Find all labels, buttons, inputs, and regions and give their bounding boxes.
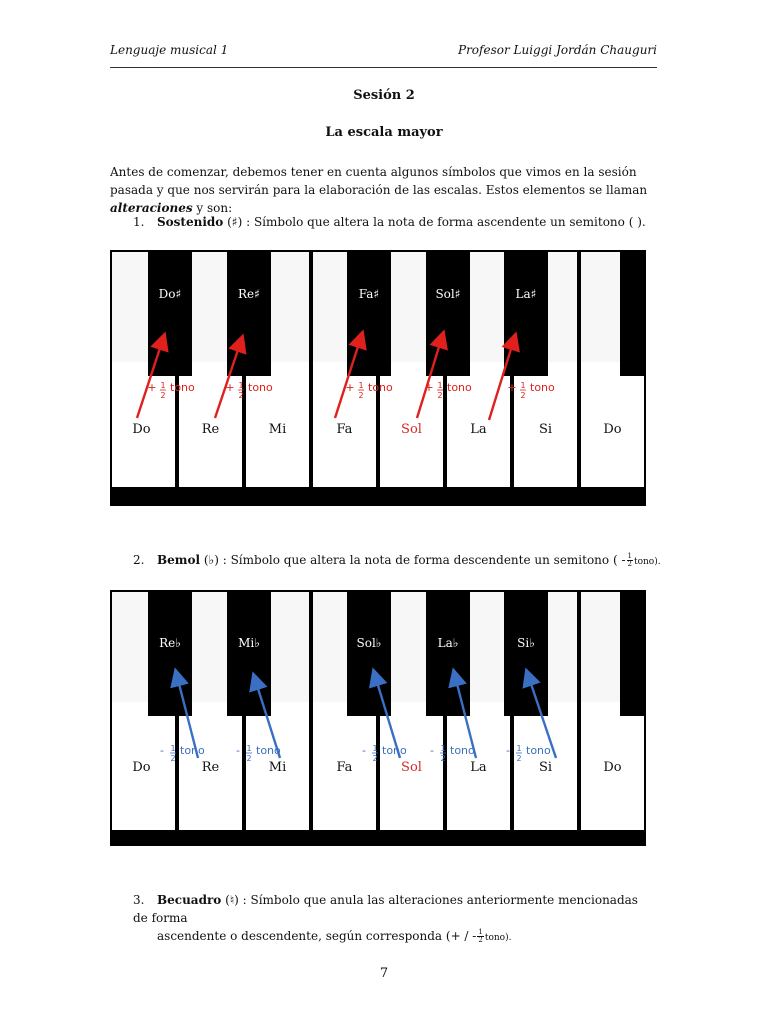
fraction-denominator: 2 <box>478 936 483 944</box>
step-numerator: 1 <box>238 381 244 390</box>
step-word: tono <box>248 381 273 394</box>
step-numerator: 1 <box>437 381 443 390</box>
step-word: tono <box>450 744 475 757</box>
white-key-label: Do <box>132 422 151 437</box>
white-key-label: Mi <box>268 760 287 775</box>
item-term: Becuadro <box>157 893 222 907</box>
step-numerator: 1 <box>246 744 252 753</box>
step-sign: - <box>506 744 510 757</box>
black-key <box>426 590 470 716</box>
step-sign: + <box>424 381 434 394</box>
black-key-label: Fa♯ <box>358 287 380 301</box>
white-key-label: Sol <box>401 422 422 437</box>
black-key-label: La♭ <box>437 636 459 650</box>
step-numerator: 1 <box>358 381 364 390</box>
sharp-keyboard-svg <box>110 250 646 506</box>
black-key <box>620 590 646 716</box>
white-key-label: Fa <box>336 422 353 437</box>
sharp-keyboard-diagram <box>110 250 646 506</box>
page-number: 7 <box>379 966 389 981</box>
fraction-numerator: 1 <box>478 928 483 936</box>
session-title: Sesión 2 <box>353 88 415 103</box>
step-word: tono <box>180 744 205 757</box>
step-denominator: 2 <box>160 391 166 400</box>
flat-symbol-icon: ♭ <box>208 553 215 567</box>
step-numerator: 1 <box>170 744 176 753</box>
step-word: tono <box>368 381 393 394</box>
step-sign: - <box>236 744 240 757</box>
half-fraction <box>477 929 483 944</box>
item-term: Sostenido <box>157 215 224 229</box>
step-denominator: 2 <box>440 754 446 763</box>
white-key-label: La <box>470 760 487 775</box>
step-numerator: 1 <box>440 744 446 753</box>
black-key-label: La♯ <box>515 287 537 301</box>
step-sign: + <box>345 381 355 394</box>
black-key <box>620 250 646 376</box>
step-denominator: 2 <box>170 754 176 763</box>
item-sostenido: 1. Sostenido (♯) : Símbolo que altera la nota de forma ascendente un semitono ( ). <box>133 215 646 229</box>
white-key-label: Si <box>538 422 553 437</box>
item-description-continued <box>133 927 653 947</box>
white-key-label: Mi <box>268 422 287 437</box>
intro-paragraph <box>110 163 665 217</box>
fraction-denominator: 2 <box>627 560 632 568</box>
step-denominator: 2 <box>358 391 364 400</box>
item-description: : Símbolo que altera la nota de forma ascendente un semitono ( ). <box>246 215 646 229</box>
step-word: tono <box>447 381 472 394</box>
step-denominator: 2 <box>372 754 378 763</box>
intro-text: Antes de comenzar, debemos tener en cuenta algunos símbolos que vimos en la sesión pasada y que nos servirán para la elaboración de las escalas. Estos elementos se llaman <box>110 165 648 197</box>
black-key-label: Do♯ <box>158 287 182 301</box>
step-sign: - <box>430 744 434 757</box>
white-key-label: Fa <box>336 760 353 775</box>
black-key <box>148 590 192 716</box>
header-rule <box>110 67 657 68</box>
item-number: 3. <box>133 893 145 907</box>
step-numerator: 1 <box>520 381 526 390</box>
step-denominator: 2 <box>437 391 443 400</box>
black-key-label: Mi♭ <box>238 636 260 650</box>
sharp-symbol-icon: ♯ <box>231 215 238 229</box>
black-key-label: Sol♯ <box>435 287 461 301</box>
white-key-label: La <box>470 422 487 437</box>
step-numerator: 1 <box>160 381 166 390</box>
step-sign: + <box>147 381 157 394</box>
fraction-numerator: 1 <box>627 552 632 560</box>
white-key-label: Sol <box>401 760 422 775</box>
black-key <box>227 590 271 716</box>
step-word: tono <box>170 381 195 394</box>
step-word: tono <box>256 744 281 757</box>
black-key-label: Si♭ <box>517 636 535 650</box>
white-key-label: Do <box>603 422 622 437</box>
item-becuadro: 3. Becuadro (♮) : Símbolo que anula las alteraciones anteriormente mencionadas de forma ascendente o descendente, según corresponda (+ / - $\frac{1}{2}$ tono). <box>133 891 653 947</box>
item-number: 1. <box>133 215 145 229</box>
step-sign: - <box>160 744 164 757</box>
step-sign: - <box>362 744 366 757</box>
item-description-line2: ascendente o descendente, según corresponda (+ / - <box>157 929 477 943</box>
step-denominator: 2 <box>246 754 252 763</box>
item-description: : Símbolo que anula las alteraciones anteriormente mencionadas de forma <box>133 893 638 925</box>
step-denominator: 2 <box>516 754 522 763</box>
step-numerator: 1 <box>372 744 378 753</box>
step-denominator: 2 <box>520 391 526 400</box>
step-sign: + <box>225 381 235 394</box>
white-key-label: Do <box>603 760 622 775</box>
intro-emphasis: alteraciones <box>110 201 193 215</box>
flat-keyboard-diagram <box>110 590 646 846</box>
black-key <box>227 250 271 376</box>
black-key <box>504 590 548 716</box>
step-denominator: 2 <box>238 391 244 400</box>
white-key-label: Do <box>132 760 151 775</box>
header-right: Profesor Luiggi Jordán Chauguri <box>458 43 657 57</box>
flat-keyboard-svg <box>110 590 646 846</box>
header-left: Lenguaje musical 1 <box>110 43 229 57</box>
step-word: tono <box>526 744 551 757</box>
black-key <box>148 250 192 376</box>
black-key-label: Re♭ <box>159 636 181 650</box>
step-sign: + <box>507 381 517 394</box>
step-numerator: 1 <box>516 744 522 753</box>
white-key-label: Re <box>201 760 220 775</box>
item-number: 2. <box>133 553 145 567</box>
white-key-label: Re <box>201 422 220 437</box>
black-key-label: Re♯ <box>238 287 260 301</box>
item-term: Bemol <box>157 553 201 567</box>
step-word: tono <box>382 744 407 757</box>
step-word: tono <box>530 381 555 394</box>
item-bemol: 2. Bemol (♭) : Símbolo que altera la nota de forma descendente un semitono ( - $\frac{1}{2}$ tono). <box>133 552 661 568</box>
natural-symbol-icon: ♮ <box>229 893 235 907</box>
item-description-end: tono). <box>484 933 512 943</box>
half-fraction <box>627 553 633 568</box>
black-key <box>504 250 548 376</box>
item-description: : Símbolo que altera la nota de forma descendente un semitono ( - <box>222 553 626 567</box>
white-key-label: Si <box>538 760 553 775</box>
black-key-label: Sol♭ <box>356 636 382 650</box>
section-title: La escala mayor <box>325 125 443 140</box>
intro-tail: y son: <box>192 201 233 215</box>
black-key <box>426 250 470 376</box>
black-key <box>347 590 391 716</box>
item-description-end: tono). <box>633 557 661 567</box>
